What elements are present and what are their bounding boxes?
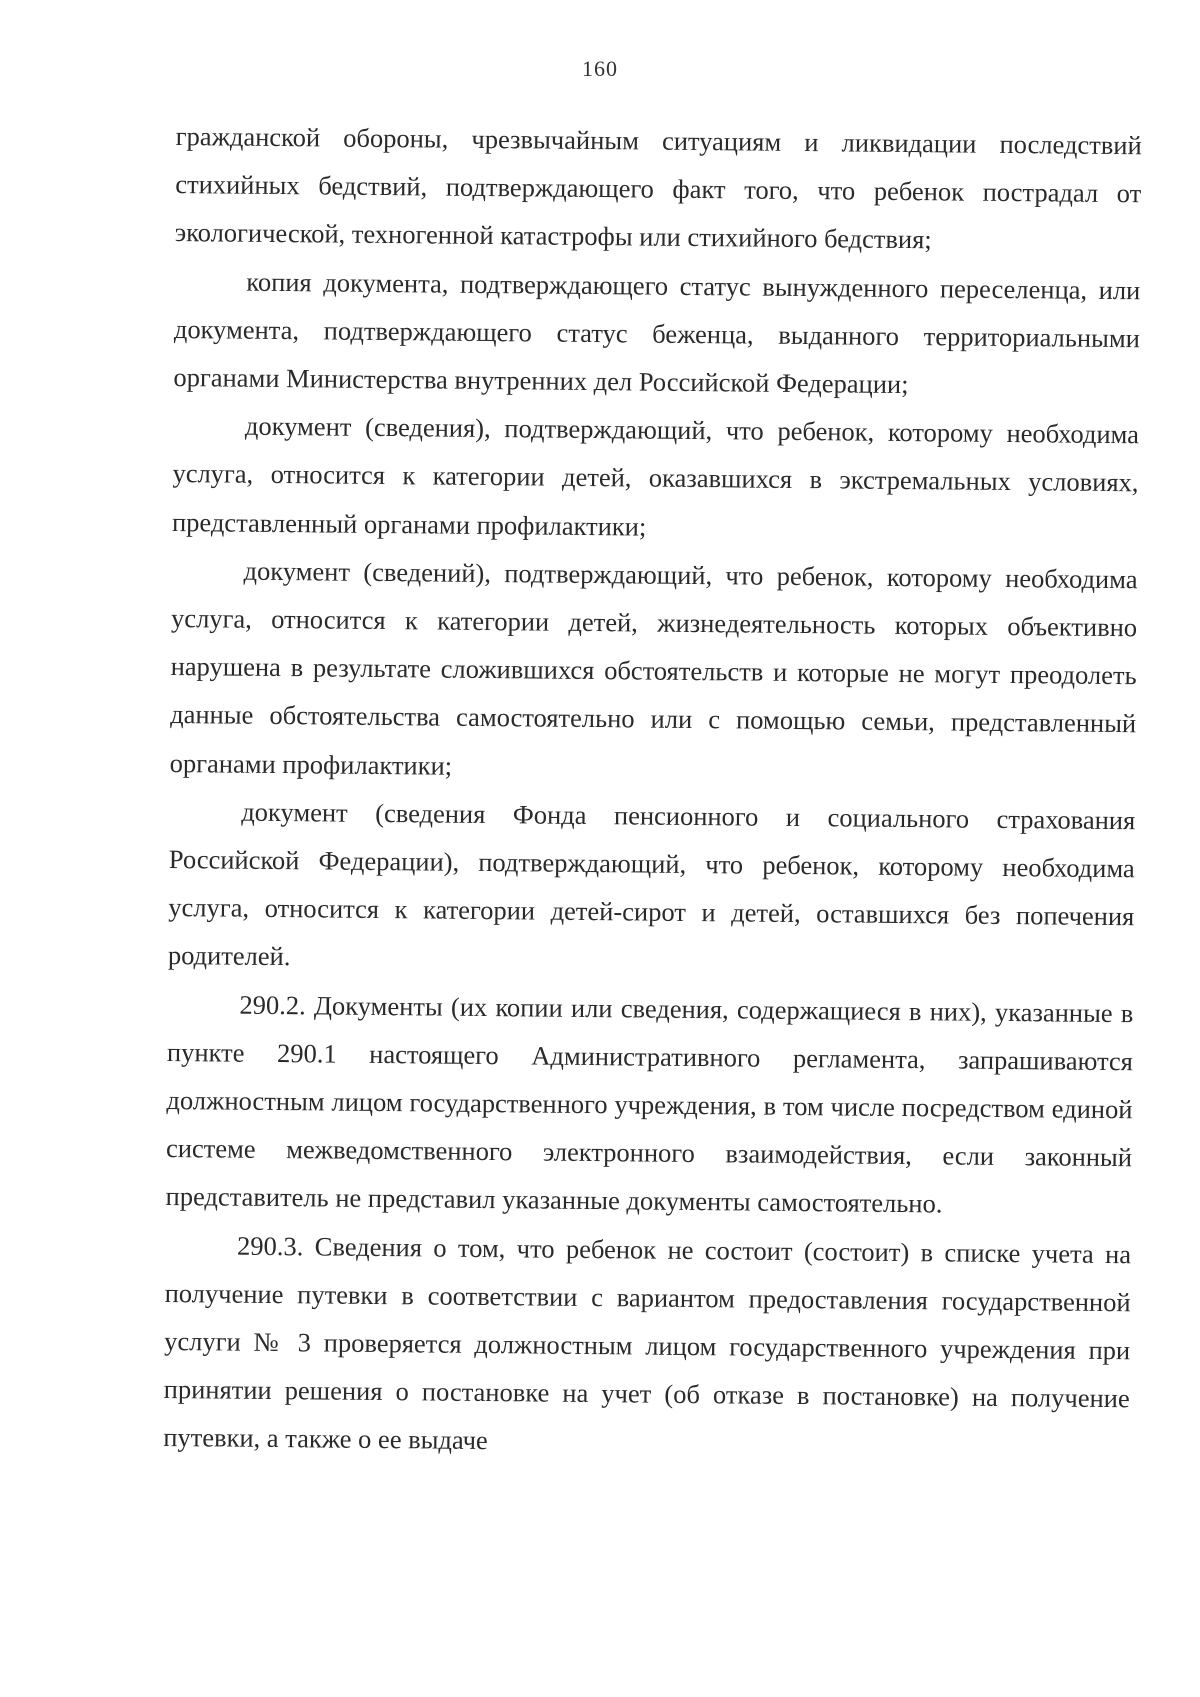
paragraph-1: гражданской обороны, чрезвычайным ситуациям и ликвидации последствий стихийных бедствий, подтверждающего факт того, что ребенок пострадал от экологической, техногенной катастрофы или стихийного бедствия; [174, 120, 1142, 255]
paragraph-2: копия документа, подтверждающего статус вынужденного переселенца, или документа, подтверждающего статус беженца, выданного территориальными органами Министерства внутренних дел Российской Федерации; [173, 266, 1141, 400]
page-number: 160 [582, 56, 618, 81]
document-body [163, 112, 1142, 1471]
paragraph-7: 290.3. Сведения о том, что ребенок не состоит (состоит) в списке учета на получение путевки в соответствии с вариантом предоставления государственной услуги № 3 проверяется должностным лицом государственного учреждения при принятии решения о постановке на учет (об отказе в постановке) на получение путевки, а также о ее выдаче [163, 1230, 1132, 1456]
paragraph-6: 290.2. Документы (их копии или сведения, содержащиеся в них), указанные в пункте 290.1 настоящего Административного регламента, запрашиваются должностным лицом государственного учреждения, в том числе посредством единой системе межведомственного электронного взаимодействия, если законный представитель не представил указанные документы самостоятельно. [165, 989, 1134, 1219]
paragraph-3: документ (сведения), подтверждающий, что ребенок, которому необходима услуга, относится к категории детей, оказавшихся в экстремальных условиях, представленный органами профилактики; [171, 410, 1140, 542]
paragraph-4: документ (сведений), подтверждающий, что ребенок, которому необходима услуга, относится к категории детей, жизнедеятельность которых объективно нарушена в результате сложившихся обстоятельств и которые не могут преодолеть данные обстоятельства самостоятельно или с помощью семьи, представленный органами профилактики; [169, 555, 1138, 781]
paragraph-5: документ (сведения Фонда пенсионного и социального страхования Российской Федерации), подтверждающий, что ребенок, которому необходима услуга, относится к категории детей-сирот и детей, оставшихся без попечения родителей. [167, 796, 1136, 972]
